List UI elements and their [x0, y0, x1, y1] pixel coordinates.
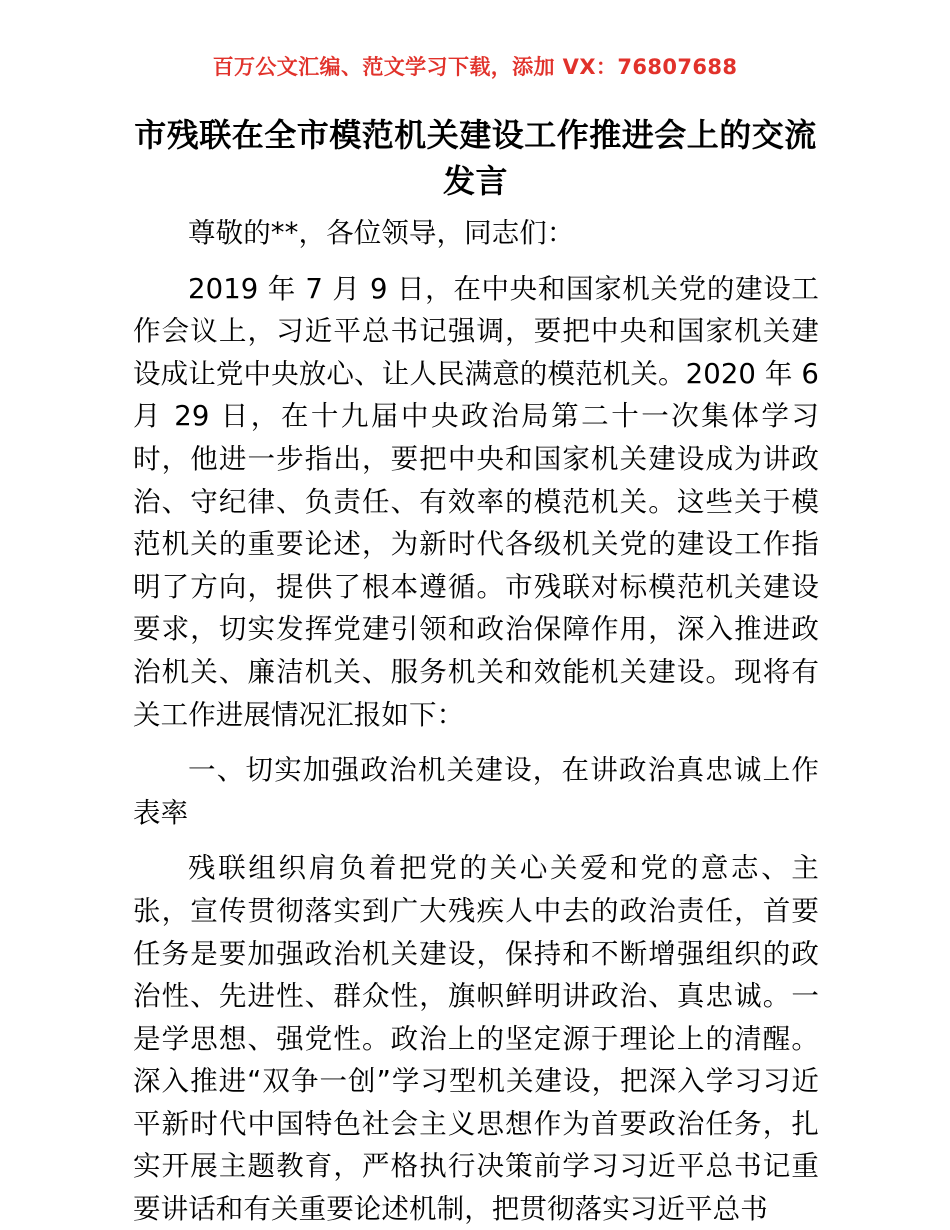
paragraph-spacer: [133, 834, 819, 847]
section-heading-1: 一、切实加强政治机关建设，在讲政治真忠诚上作表率: [133, 754, 819, 829]
body-paragraph-2: 残联组织肩负着把党的关心关爱和党的意志、主张，宣传贯彻落实到广大残疾人中去的政治责任，首要任务是要加强政治机关建设，保持和不断增强组织的政治性、先进性、群众性，旗帜鲜明讲政治、真忠诚。一是学思想、强党性。政治上的坚定源于理论上的清醒。深入推进“双争一创”学习型机关建设，把深入学习习近平新时代中国特色社会主义思想作为首要政治任务，扎实开展主题教育，严格执行决策前学习习近平总书记重要讲话和有关重要论述机制，把贯彻落实习近平总书: [133, 852, 819, 1226]
paragraph-spacer: [133, 255, 819, 268]
page-title: 市残联在全市模范机关建设工作推进会上的交流发言: [134, 116, 817, 200]
promo-header-text: 百万公文汇编、范文学习下载，添加 VX：76807688: [212, 55, 738, 79]
body-paragraph-1: 2019 年 7 月 9 日，在中央和国家机关党的建设工作会议上，习近平总书记强调，要把中央和国家机关建设成让党中央放心、让人民满意的模范机关。2020 年 6 月 29 日，在十九届中央政治局第二十一次集体学习时，他进一步指出，要把中央和国家机关建设成为讲政治、守纪律、负责任、有效率的模范机关。这些关于模范机关的重要论述，为新时代各级机关党的建设工作指明了方向，提供了根本遵循。市残联对标模范机关建设要求，切实发挥党建引领和政治保障作用，深入推进政治机关、廉洁机关、服务机关和效能机关建设。现将有关工作进展情况汇报如下：: [133, 272, 819, 731]
paragraph-spacer: [133, 736, 819, 749]
salutation-line: 尊敬的**，各位领导，同志们：: [188, 217, 575, 249]
document-body: [133, 212, 819, 1230]
